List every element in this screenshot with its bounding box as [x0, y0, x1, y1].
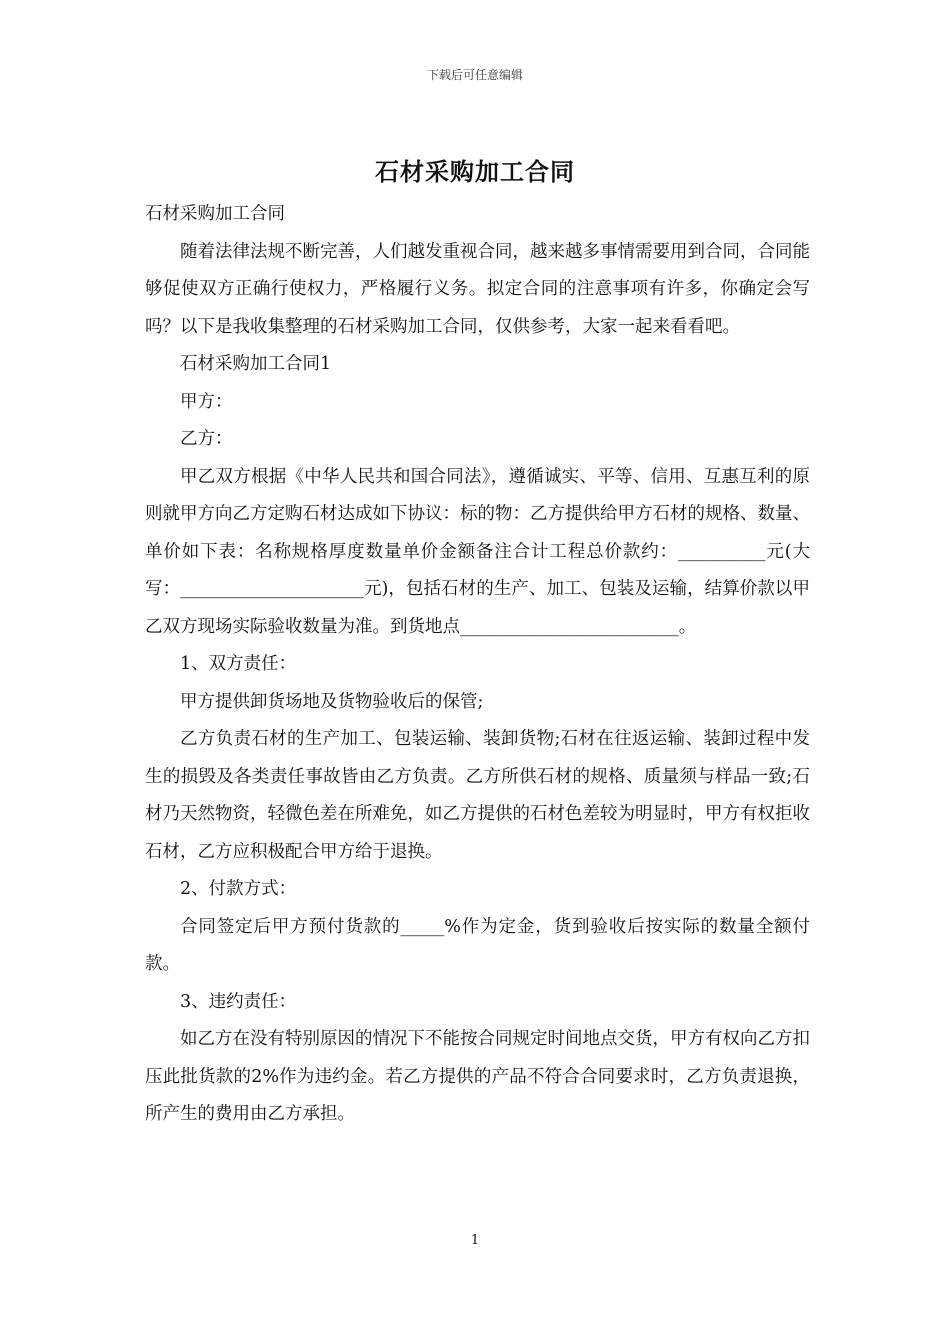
party-b-responsibility: 乙方负责石材的生产加工、包装运输、装卸货物;石材在往返运输、装卸过程中发生的损毁及各类责任事故皆由乙方负责。乙方所供石材的规格、质量须与样品一致;石材乃天然物资，轻微色差在所难免，如乙方提供的石材色差较为明显时，甲方有权拒收石材，乙方应积极配合甲方给于退换。 [145, 729, 810, 862]
section-heading-liability: 3、违约责任： [180, 991, 297, 1012]
party-a-line: 甲方： [180, 391, 233, 412]
subtitle-paragraph: 石材采购加工合同 [145, 204, 285, 224]
agreement-paragraph: 甲乙双方根据《中华人民共和国合同法》，遵循诚实、平等、信用、互惠互利的原则就甲方向乙方定购石材达成如下协议：标的物：乙方提供给甲方石材的规格、数量、单价如下表：名称规格厚度数量单价金额备注合计工程总价款约：__________元(大写：_____________________元)，包括石材的生产、加工、包装及运输，结算价款以甲乙双方现场实际验收数量为准。到货地点_________________________。 [145, 466, 810, 637]
party-a-responsibility: 甲方提供卸货场地及货物验收后的保管; [180, 691, 484, 712]
payment-paragraph: 合同签定后甲方预付货款的_____%作为定金，货到验收后按实际的数量全额付款。 [145, 916, 810, 974]
intro-paragraph: 随着法律法规不断完善，人们越发重视合同，越来越多事情需要用到合同，合同能够促使双方正确行使权力，严格履行义务。拟定合同的注意事项有许多，你确定会写吗？以下是我收集整理的石材采购加工合同，仅供参考，大家一起来看看吧。 [145, 241, 810, 337]
page-number: 1 [470, 1233, 480, 1248]
party-b-line: 乙方： [180, 429, 233, 449]
section-heading-payment: 2、付款方式： [180, 879, 297, 899]
header-note: 下载后可任意编辑 [426, 68, 523, 82]
contract-heading: 石材采购加工合同1 [180, 354, 332, 374]
section-heading-responsibilities: 1、双方责任： [180, 654, 297, 674]
document-body [145, 196, 810, 1134]
document-title: 石材采购加工合同 [375, 157, 575, 186]
liability-paragraph: 如乙方在没有特别原因的情况下不能按合同规定时间地点交货，甲方有权向乙方扣压此批货款的2%作为违约金。若乙方提供的产品不符合合同要求时，乙方负责退换，所产生的费用由乙方承担。 [145, 1029, 810, 1124]
